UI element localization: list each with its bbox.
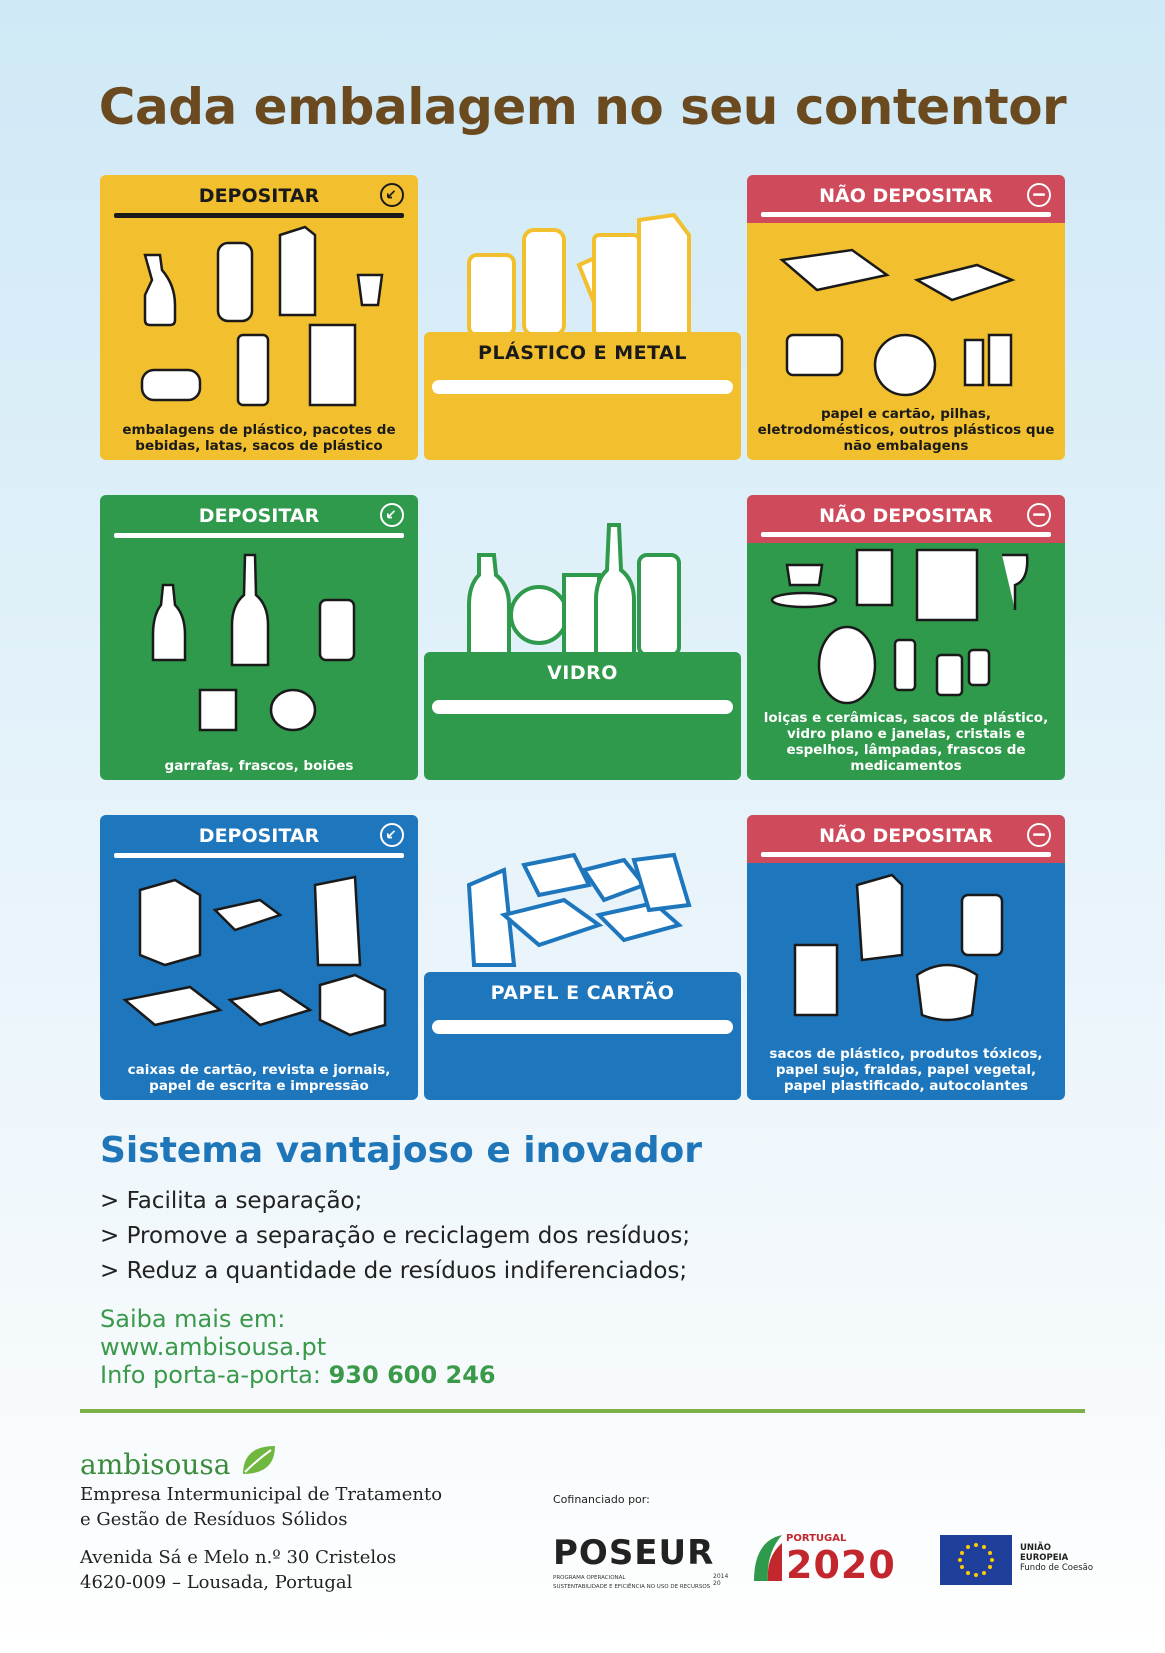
container-label: VIDRO	[547, 662, 618, 684]
paper-items-icons	[100, 815, 418, 1055]
can-icon	[142, 370, 200, 400]
page-title: Cada embalagem no seu contentor	[98, 78, 1067, 136]
container-body	[424, 652, 741, 780]
glass-items-icons	[100, 495, 418, 735]
plastic-pile-icon	[424, 175, 741, 335]
nao-depositar-caption: loiças e cerâmicas, sacos de plástico, vidro plano e janelas, cristais e espelhos, lâmpadas, frascos de medicamentos	[763, 710, 1049, 774]
depositar-caption: caixas de cartão, revista e jornais, papel de escrita e impressão	[127, 1062, 391, 1094]
leaf-icon	[239, 1442, 279, 1478]
cardboard-box-icon	[140, 880, 200, 965]
plastic-bag-icon	[310, 325, 355, 405]
container-label: PLÁSTICO E METAL	[478, 342, 687, 364]
bullet-item: > Promove a separação e reciclagem dos resíduos;	[100, 1223, 691, 1249]
diaper-icon	[917, 965, 977, 1020]
container-body	[424, 972, 741, 1100]
row-plastico-metal	[100, 175, 1065, 460]
bottle-icon	[218, 243, 252, 321]
poseur-word: POSEUR	[553, 1533, 715, 1573]
plastic-items-icons	[100, 175, 418, 415]
battery-icon	[965, 340, 983, 385]
perfume-icon	[200, 690, 236, 730]
company-line: e Gestão de Resíduos Sólidos	[80, 1509, 348, 1530]
plastic-bag-icon	[857, 550, 892, 605]
non-glass-items-icons	[747, 495, 1065, 725]
container-label: PAPEL E CARTÃO	[490, 982, 675, 1004]
more-info-label: Saiba mais em:	[100, 1305, 286, 1333]
paper-bag-icon	[315, 877, 360, 965]
lamp-icon	[895, 640, 915, 690]
nao-depositar-header: NÃO DEPOSITAR	[819, 825, 993, 847]
more-info	[100, 1305, 496, 1389]
eu-fund: Fundo de Coesão	[1020, 1563, 1094, 1573]
bullet-item: > Reduz a quantidade de resíduos indiferenciados;	[100, 1258, 688, 1284]
medicine-bottle-icon	[937, 655, 962, 695]
paper-stack-icon	[230, 990, 310, 1025]
container-plastico-metal	[424, 175, 741, 460]
depositar-header: DEPOSITAR	[198, 505, 320, 527]
row-vidro	[100, 495, 1065, 780]
nao-depositar-panel	[747, 495, 1065, 780]
poseur-sub2: SUSTENTABILIDADE E EFICIÊNCIA NO USO DE RECURSOS	[553, 1584, 711, 1590]
depositar-header: DEPOSITAR	[198, 825, 320, 847]
phone-number[interactable]: 930 600 246	[328, 1361, 496, 1389]
container-slot	[432, 1020, 733, 1034]
system-title: Sistema vantajoso e inovador	[100, 1130, 702, 1171]
footer-divider	[80, 1409, 1085, 1413]
website-link[interactable]: www.ambisousa.pt	[100, 1333, 327, 1361]
carton-icon	[280, 227, 315, 315]
depositar-caption: garrafas, frascos, boiões	[164, 758, 354, 774]
glass-pile-icon	[424, 495, 741, 655]
poseur-logo	[553, 1533, 729, 1591]
cup-saucer-icon	[787, 565, 822, 585]
depositar-panel	[100, 495, 418, 780]
nao-depositar-header: NÃO DEPOSITAR	[819, 185, 993, 207]
non-plastic-items-icons	[747, 175, 1065, 415]
cup-icon	[358, 275, 382, 305]
address-line: Avenida Sá e Melo n.º 30 Cristelos	[80, 1547, 397, 1568]
portugal-year: 2020	[786, 1543, 896, 1587]
nao-depositar-caption: sacos de plástico, produtos tóxicos, papel sujo, fraldas, papel vegetal, papel plastificado, autocolantes	[769, 1046, 1043, 1094]
poseur-years: 2014 20	[713, 1573, 729, 1587]
row-papel-cartao	[100, 815, 1065, 1100]
spray-bottle-icon	[145, 255, 175, 325]
ambisousa-logo	[80, 1442, 279, 1481]
container-slot	[432, 700, 733, 714]
paper-roll-icon	[962, 895, 1002, 955]
egg-carton-icon	[215, 900, 280, 930]
container-slot	[432, 380, 733, 394]
address-line: 4620-009 – Lousada, Portugal	[80, 1572, 353, 1593]
toxic-box-icon	[857, 875, 902, 960]
container-vidro	[424, 495, 741, 780]
newspaper-icon	[125, 987, 220, 1025]
eu-logo	[940, 1535, 1100, 1587]
bullet-item: > Facilita a separação;	[100, 1188, 363, 1214]
aerosol-icon	[238, 335, 268, 405]
poseur-sub1: PROGRAMA OPERACIONAL	[553, 1575, 626, 1581]
eu-title: UNIÃO EUROPEIA	[1020, 1543, 1069, 1563]
eu-flag-icon	[940, 1535, 1012, 1585]
phone-label: Info porta-a-porta:	[100, 1361, 321, 1389]
nao-depositar-header: NÃO DEPOSITAR	[819, 505, 993, 527]
paper-pile-icon	[424, 815, 741, 975]
depositar-panel	[100, 815, 418, 1100]
wine-glass-icon	[1002, 555, 1027, 610]
round-jar-icon	[271, 690, 315, 730]
phone-line	[100, 1361, 496, 1389]
container-body	[424, 332, 741, 460]
depositar-header: DEPOSITAR	[198, 185, 320, 207]
mirror-icon	[819, 627, 875, 703]
box-icon	[917, 265, 1012, 300]
company-line: Empresa Intermunicipal de Tratamento	[80, 1484, 443, 1505]
brand-name: ambisousa	[80, 1448, 231, 1481]
medicine-bottle-small-icon	[969, 650, 989, 685]
nao-depositar-panel	[747, 175, 1065, 460]
mixer-icon	[787, 335, 842, 375]
wine-bottle-icon	[232, 555, 268, 665]
depositar-caption: embalagens de plástico, pacotes de bebidas, latas, sacos de plástico	[122, 422, 396, 454]
system-bullets	[100, 1184, 690, 1289]
open-box-icon	[320, 975, 385, 1035]
non-paper-items-icons	[747, 815, 1065, 1035]
battery-large-icon	[989, 335, 1011, 385]
address	[80, 1545, 396, 1595]
paper-stack-icon	[782, 250, 887, 290]
depositar-panel	[100, 175, 418, 460]
portugal-2020-logo	[752, 1533, 912, 1585]
container-papel-cartao	[424, 815, 741, 1100]
window-icon	[917, 550, 977, 620]
plastic-bag-icon	[795, 945, 837, 1015]
nao-depositar-caption: papel e cartão, pilhas, eletrodomésticos, outros plásticos que não embalagens	[757, 406, 1055, 454]
cofinanced-label: Cofinanciado por:	[553, 1493, 650, 1506]
nao-depositar-panel	[747, 815, 1065, 1100]
jar-icon	[320, 600, 354, 660]
portugal-flag-icon	[752, 1533, 784, 1583]
cd-icon	[875, 335, 935, 395]
portugal-label: PORTUGAL	[786, 1533, 847, 1544]
glass-bottle-icon	[153, 585, 185, 660]
company-description	[80, 1482, 442, 1532]
